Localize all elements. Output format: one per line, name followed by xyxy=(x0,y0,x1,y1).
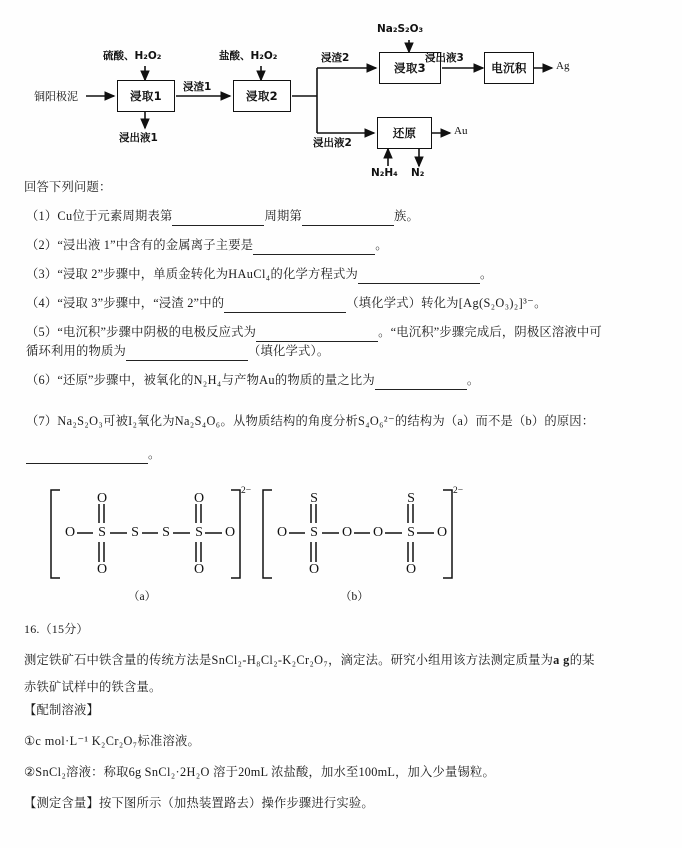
flowchart-input-label: 铜阳极泥 xyxy=(34,91,78,103)
q2-period: 。 xyxy=(375,238,388,253)
q7-number: （7） xyxy=(26,414,58,429)
q16-header-prepare-solution: 【配制溶液】 xyxy=(24,702,99,717)
q6-text-a: （6）“还原”步骤中，被氧化的 xyxy=(26,373,194,388)
q16-item2-formula-tin-chloride: SnCl₂ xyxy=(35,764,67,779)
q3-text-b: 的化学方程式为 xyxy=(270,267,358,282)
flowchart-box-leach2: 浸取2 xyxy=(233,80,291,112)
q2-blank-metal-ion[interactable] xyxy=(253,243,375,255)
q7-text-b: 氧化为 xyxy=(137,414,175,429)
q16-item2-marker: ② xyxy=(24,764,36,779)
q4-period: 。 xyxy=(534,296,547,311)
q16-item2-formula-tin-chloride-hydrate: SnCl₂·2H₂O xyxy=(144,764,210,779)
struct-a-chain-4: S xyxy=(195,525,203,540)
flowchart-stream-leachate1: 浸出液1 xyxy=(119,132,158,144)
q16-item-2 xyxy=(0,763,682,782)
q4-text-b: （填化学式）转化为 xyxy=(346,296,459,311)
struct-b-top-s-left: S xyxy=(310,491,318,506)
q7-formula-tetrathionate-ion: S₄O₆²⁻ xyxy=(357,414,395,429)
question-5 xyxy=(0,323,682,361)
flowchart-reagent-nitrogen: N₂ xyxy=(411,167,425,179)
question-1 xyxy=(0,207,682,226)
q5-blank-recycled-substance[interactable] xyxy=(126,349,248,361)
process-flowchart xyxy=(0,18,682,178)
struct-a-caption: （a） xyxy=(128,591,157,603)
q1-text-b: 周期第 xyxy=(264,209,302,224)
q4-formula-silver-thiosulfate: [Ag(S₂O₃)₂]³⁻ xyxy=(458,296,535,311)
q16-measure-text: 按下图所示（加热装置路去）操作步骤进行实验。 xyxy=(98,795,374,810)
q16-number-and-points: 16.（15分） xyxy=(24,622,89,636)
struct-b-chain-2: O xyxy=(341,525,353,540)
struct-a-top-o-left: O xyxy=(96,491,108,506)
question-2 xyxy=(0,236,682,255)
q1-blank-group[interactable] xyxy=(302,214,394,226)
flowchart-box-electrodeposition: 电沉积 xyxy=(484,52,534,84)
q3-period: 。 xyxy=(479,267,493,282)
q3-blank-equation[interactable] xyxy=(358,272,480,284)
q1-number: （1） xyxy=(26,209,58,224)
flowchart-stream-leachate3: 浸出液3 xyxy=(425,52,464,64)
q3-text-a: （3）“浸取 2”步骤中，单质金转化为 xyxy=(26,267,229,282)
flowchart-product-gold: Au xyxy=(454,125,468,137)
q5-text-b: 。“电沉积”步骤完成后，阴极区溶液中可 xyxy=(378,325,602,340)
structure-diagrams xyxy=(0,478,682,613)
q7-text-a: 可被 xyxy=(103,414,129,429)
q7-formula-sodium-thiosulfate: Na₂S₂O₃ xyxy=(57,414,104,429)
q16-item2-text-b: 溶于20mL 浓盐酸，加水至100mL，加入少量锡粒。 xyxy=(213,764,496,779)
flowchart-stream-residue1: 浸渣1 xyxy=(183,81,212,93)
struct-a-bottom-o-right: O xyxy=(193,562,205,577)
q1-text-c: 族。 xyxy=(393,209,419,224)
flowchart-reagent-sulfuric-h2o2: 硫酸、H₂O₂ xyxy=(103,50,162,62)
answer-instruction: 回答下列问题： xyxy=(24,180,112,194)
q7-text-d: 的结构为（a）而不是（b）的原因： xyxy=(394,414,595,429)
q16-item1-text: 标准溶液。 xyxy=(137,733,200,748)
flowchart-product-silver: Ag xyxy=(556,60,570,72)
flowchart-reagent-hydrochloric-h2o2: 盐酸、H₂O₂ xyxy=(219,50,278,62)
q16-header-measure-content xyxy=(0,794,682,813)
q16-text-a: 测定铁矿石中铁含量的传统方法是 xyxy=(24,652,212,667)
q16-intro-line1 xyxy=(0,651,682,670)
flowchart-connectors xyxy=(0,18,682,178)
q5-blank-cathode-equation[interactable] xyxy=(256,330,378,342)
q1-text-a: 位于元素周期表第 xyxy=(72,209,173,224)
flowchart-stream-leachate2: 浸出液2 xyxy=(313,137,352,149)
struct-b-chain-1: S xyxy=(310,525,318,540)
struct-a-charge: 2− xyxy=(241,486,252,496)
q1-blank-period[interactable] xyxy=(172,214,264,226)
flowchart-box-leach3: 浸取3 xyxy=(379,52,441,84)
q6-text-b: 与产物 xyxy=(221,373,260,388)
q7-formula-iodine: I₂ xyxy=(128,414,138,429)
q2-text: （2）“浸出液 1”中含有的金属离子主要是 xyxy=(26,238,254,253)
struct-a-chain-2: S xyxy=(131,525,139,540)
question-4 xyxy=(0,294,682,313)
question-7-answer-line xyxy=(0,445,682,464)
struct-b-caption: （b） xyxy=(340,591,369,603)
struct-b-bottom-o-left: O xyxy=(308,562,320,577)
flowchart-reagent-hydrazine: N₂H₄ xyxy=(371,167,398,179)
struct-a-chain-3: S xyxy=(162,525,170,540)
flowchart-box-leach1: 浸取1 xyxy=(117,80,175,112)
struct-b-chain-0: O xyxy=(276,525,288,540)
q5-text-c: 循环利用的物质为 xyxy=(26,344,126,359)
q6-blank-mole-ratio[interactable] xyxy=(375,378,467,390)
q16-sample-mass: a g xyxy=(553,652,570,667)
q6-period: 。 xyxy=(466,373,480,388)
q3-formula-hauCl4: HAuCl₄ xyxy=(228,267,271,282)
struct-b-chain-3: O xyxy=(372,525,384,540)
struct-a-top-o-right: O xyxy=(193,491,205,506)
q4-blank-substance[interactable] xyxy=(224,301,346,313)
struct-b-bottom-o-right: O xyxy=(405,562,417,577)
q6-formula-gold: Au xyxy=(259,373,275,388)
flowchart-stream-residue2: 浸渣2 xyxy=(321,52,350,64)
q16-item1-concentration: ①c mol·L⁻¹ xyxy=(24,733,89,748)
q16-measure-label: 【测定含量】 xyxy=(24,795,99,810)
struct-b-charge: 2− xyxy=(453,486,464,496)
q16-text-c: 的某 xyxy=(569,652,595,667)
question-7 xyxy=(0,412,682,431)
struct-b-chain-5: O xyxy=(436,525,448,540)
question-6 xyxy=(0,371,682,390)
q16-intro-line2: 赤铁矿试样中的铁含量。 xyxy=(24,679,162,694)
struct-b-chain-4: S xyxy=(407,525,415,540)
q5-text-a: （5）“电沉积”步骤中阴极的电极反应式为 xyxy=(26,325,257,340)
flowchart-reagent-sodium-thiosulfate: Na₂S₂O₃ xyxy=(377,23,424,35)
q5-text-d: （填化学式）。 xyxy=(247,344,330,359)
q16-item2-text-a: 溶液：称取6g xyxy=(66,764,142,779)
q6-text-c: 的物质的量之比为 xyxy=(274,373,375,388)
q7-text-c: 。从物质结构的角度分析 xyxy=(220,414,358,429)
q4-text-a: （4）“浸取 3”步骤中，“浸渣 2”中的 xyxy=(26,296,225,311)
struct-a-chain-0: O xyxy=(64,525,76,540)
q16-item-1 xyxy=(0,732,682,751)
questions-section xyxy=(0,178,682,464)
q16-item1-formula-dichromate: K₂Cr₂O₇ xyxy=(91,733,138,748)
struct-a-bottom-o-left: O xyxy=(96,562,108,577)
q16-formula-titration-system: SnCl₂-H₈Cl₂-K₂Cr₂O₇ xyxy=(211,652,329,667)
q6-formula-hydrazine: N₂H₄ xyxy=(193,373,222,388)
q7-blank-reason[interactable] xyxy=(26,452,148,464)
q16-text-b: ，滴定法。研究小组用该方法测定质量为 xyxy=(328,652,554,667)
struct-b-top-s-right: S xyxy=(407,491,415,506)
question-3 xyxy=(0,265,682,284)
q7-period: 。 xyxy=(148,447,161,462)
question-16-section xyxy=(0,620,682,813)
struct-a-chain-5: O xyxy=(224,525,236,540)
struct-a-chain-1: S xyxy=(98,525,106,540)
q1-element-symbol: Cu xyxy=(57,209,73,224)
flowchart-box-reduction: 还原 xyxy=(377,117,432,149)
q7-formula-sodium-tetrathionate: Na₂S₄O₆ xyxy=(174,414,221,429)
